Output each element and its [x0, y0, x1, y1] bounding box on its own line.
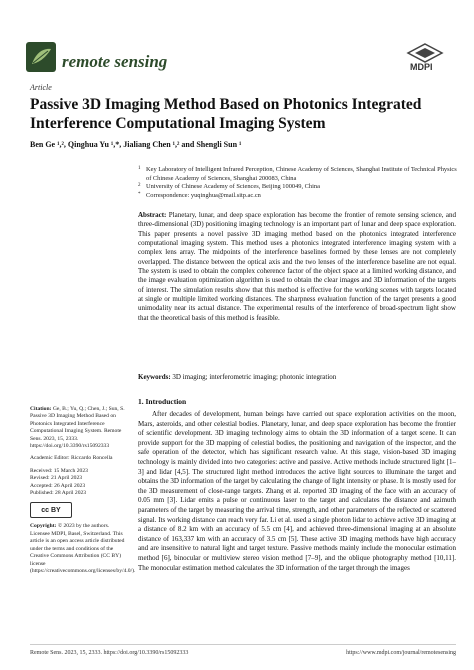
keywords — [138, 373, 456, 382]
abstract — [138, 211, 456, 323]
footer-citation: Remote Sens. 2023, 15, 2333. https://doi.org/10.3390/rs15092333 — [30, 650, 189, 656]
publisher-logo — [406, 43, 444, 72]
affiliation-1: 1 Key Laboratory of Intelligent Infrared Perception, Chinese Academy of Sciences, Shanghai Institute of Technical Physics of Chinese Academy of Sciences, Shanghai 200083, China — [138, 166, 457, 182]
section-heading-introduction: 1. Introduction — [138, 397, 187, 406]
publisher-name: MDPI — [410, 62, 433, 72]
footer-divider — [30, 644, 456, 645]
introduction-text: After decades of development, human beings have carried out space exploration activities on the moon, Mars, asteroids, and other celestial bodies. Planetary, lunar, and deep space exploration has become the frontier of scientific development. 3D imaging technology aims to obtain the 3D information of a target scene. It can provide support for the 3D mapping of celestial bodies, the positioning and navigation of the inspector, and the safe operation of the detector, which has significant research value. At this stage, vision-based 3D imaging technology is mainly divided into two categories: active and passive. Active methods include structured light [1–3] and lidar [4,5]. The structured light method introduces the active light sources to illuminate the target and obtains the 3D information of the target by calculating the change of light intensity or phase. It is mostly used for the 3D measurement of close-range targets. Zhang et al. reported 3D imaging of the face with an accuracy of 0.05 mm [3]. Lidar emits a pulse or continuous laser to the target and calculates the distance and azimuth parameters of the target by measuring the arrival time, strength, and other parameters of the reflected or scattered signal. Its working distance can reach very far. Li et al. used a single photon lidar to achieve active 3D imaging at a distance of 8.2 km with an accuracy of 5.5 cm [4], and achieved three-dimensional imaging at an absolute distance of 163,337 km with an accuracy of 3.5 cm [5]. These active 3D imaging methods have high accuracy and are insensitive to natural light and target texture. Passive methods mainly include the monocular estimation method [6], binocular or multiview stereo vision method [7–9], and the oblique photography method [10,11]. The monocular estimation method calculates the 3D information of the target through the images — [138, 410, 457, 572]
date-received: Received: 15 March 2023 — [30, 467, 88, 474]
affiliations — [138, 166, 458, 201]
abstract-text: Planetary, lunar, and deep space exploration has become the frontier of remote sensing science, and three-dimensional (3D) positioning imaging technology is an important part of lunar and deep space exploration. This paper presents a novel passive 3D imaging method based on the photonics integrated interference computational imaging system. This method uses a photonics integrated interference imaging system with a complex lens array. The midpoints of the interference baselines formed by these lenses are not completely overlapped. The distance between the optical axis and the two lenses of the interference baseline are not equal. The system is used to obtain the complex coherence factor of the object space at a limited working distance, and the image evaluation optimization algorithm is used to obtain the clear images and 3D information of the targets of interest. The simulation results show that this method is effective for the working scenes with targets located at single or multiple limited working distances. The sharpness evaluation function of the target presents a good unimodality near its actual distance. The experimental results of the interference of broad-spectrum light show that the theoretical basis of this method is feasible. — [138, 211, 457, 322]
article-type: Article — [30, 83, 52, 92]
abstract-label: Abstract: — [138, 211, 167, 219]
academic-editor: Academic Editor: Riccardo Roncella — [30, 455, 113, 462]
mdpi-logo-icon — [406, 43, 444, 63]
copyright: Copyright: © 2023 by the authors. Licensee MDPI, Basel, Switzerland. This article is an open access article distributed under the terms and conditions of the Creative Commons Attribution (CC BY) license (https://creativecommons.org/licenses/by/4.0/). — [30, 523, 136, 574]
date-accepted: Accepted: 26 April 2023 — [30, 482, 86, 489]
affiliation-2: 2 University of Chinese Academy of Sciences, Beijing 100049, China — [138, 183, 320, 191]
correspondence: * Correspondence: yuqinghua@mail.sitp.ac.cn — [138, 192, 261, 200]
footer-journal-link[interactable]: https://www.mdpi.com/journal/remotesensing — [346, 650, 456, 656]
keywords-label: Keywords: — [138, 373, 171, 381]
date-published: Published: 28 April 2023 — [30, 490, 87, 497]
journal-name: remote sensing — [62, 52, 168, 71]
citation: Citation: Ge, B.; Yu, Q.; Chen, J.; Sun, S. Passive 3D Imaging Method Based on Photonics Integrated Interference Computational Imaging System. Remote Sens. 2023, 15, 2333. https://doi.org/10.3390/rs15092333 — [30, 406, 125, 450]
cc-by-license-icon[interactable]: cc BY — [30, 502, 72, 518]
authors: Ben Ge ¹,², Qinghua Yu ¹,*, Jialiang Chen ¹,² and Shengli Sun ¹ — [30, 140, 242, 149]
article-sidebar — [30, 406, 136, 580]
article-title: Passive 3D Imaging Method Based on Photonics Integrated Interference Computational Imaging System — [30, 96, 422, 132]
keywords-text: 3D imaging; interferometric imaging; photonic integration — [172, 373, 337, 381]
date-revised: Revised: 21 April 2023 — [30, 475, 83, 482]
journal-logo-icon — [26, 42, 56, 72]
